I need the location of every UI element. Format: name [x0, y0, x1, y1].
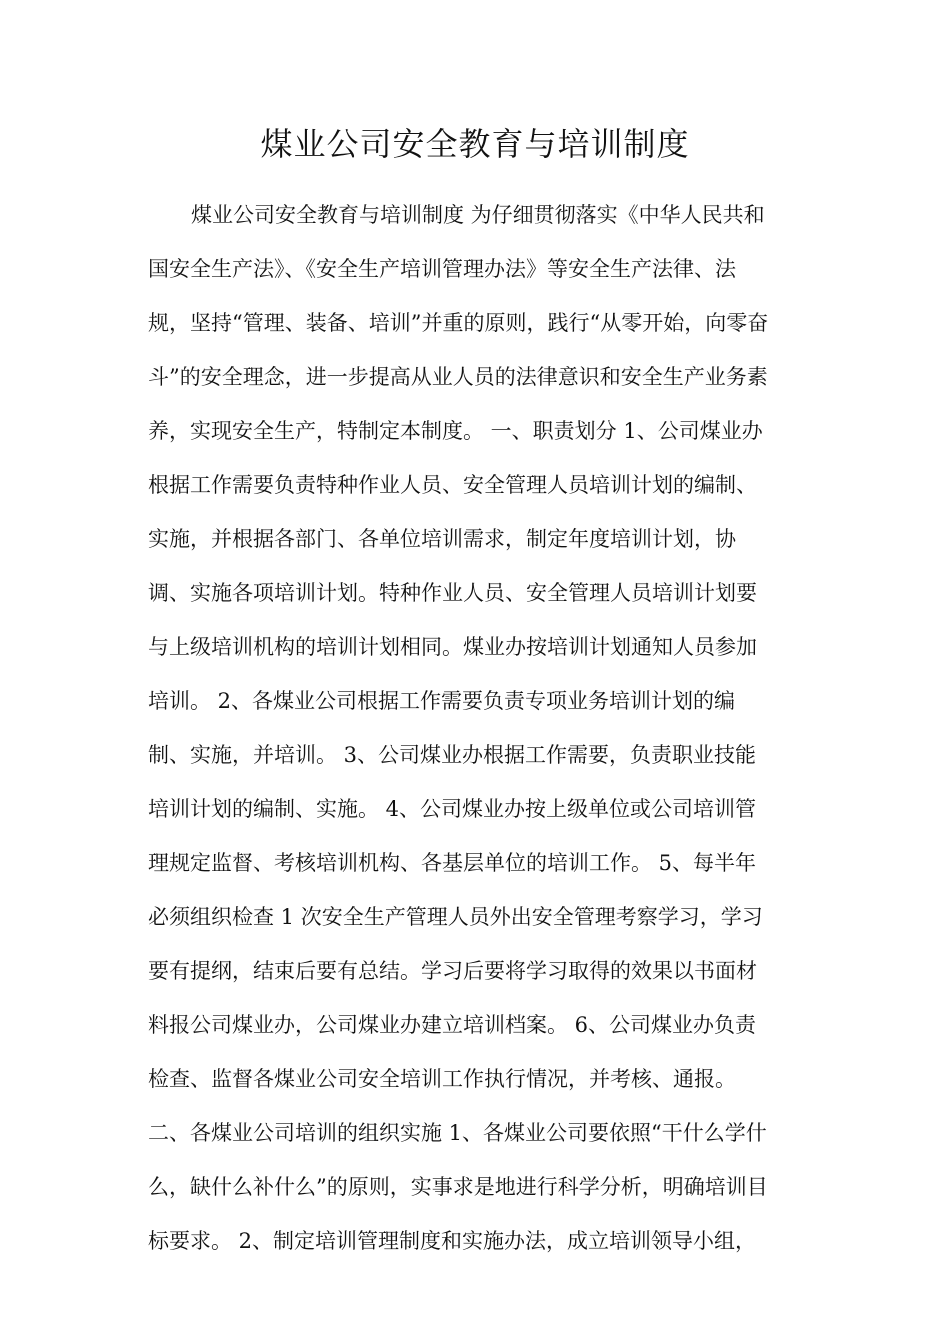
body-line: 二、各煤业公司培训的组织实施 1、各煤业公司要依照“干什么学什	[148, 1121, 767, 1145]
body-line: 规，坚持“管理、装备、培训”并重的原则，践行“从零开始，向零奋	[148, 311, 769, 335]
body-line: 斗”的安全理念，进一步提高从业人员的法律意识和安全生产业务素	[148, 365, 768, 389]
body-line: 培训。 2、各煤业公司根据工作需要负责专项业务培训计划的编	[148, 689, 736, 713]
body-line: 检查、监督各煤业公司安全培训工作执行情况，并考核、通报。	[148, 1067, 736, 1091]
document-body	[148, 195, 828, 1275]
body-line: 根据工作需要负责特种作业人员、安全管理人员培训计划的编制、	[148, 473, 757, 497]
body-line: 实施，并根据各部门、各单位培训需求，制定年度培训计划，协	[148, 527, 736, 551]
body-line: 么，缺什么补什么”的原则，实事求是地进行科学分析，明确培训目	[148, 1175, 768, 1199]
body-line: 养，实现安全生产，特制定本制度。 一、职责划分 1、公司煤业办	[148, 419, 763, 443]
body-line: 国安全生产法》、《安全生产培训管理办法》等安全生产法律、法	[148, 257, 736, 281]
body-line: 与上级培训机构的培训计划相同。煤业办按培训计划通知人员参加	[148, 635, 757, 659]
body-line: 必须组织检查 1 次安全生产管理人员外出安全管理考察学习，学习	[148, 905, 763, 929]
body-line: 理规定监督、考核培训机构、各基层单位的培训工作。 5、每半年	[148, 851, 757, 875]
body-line: 煤业公司安全教育与培训制度 为仔细贯彻落实《中华人民共和	[191, 203, 765, 227]
body-line: 培训计划的编制、实施。 4、公司煤业办按上级单位或公司培训管	[148, 797, 757, 821]
body-line: 调、实施各项培训计划。特种作业人员、安全管理人员培训计划要	[148, 581, 757, 605]
body-line: 标要求。 2、制定培训管理制度和实施办法，成立培训领导小组，	[148, 1229, 757, 1253]
body-line: 要有提纲，结束后要有总结。学习后要将学习取得的效果以书面材	[148, 959, 757, 983]
document-title: 煤业公司安全教育与培训制度	[260, 125, 690, 163]
body-line: 料报公司煤业办，公司煤业办建立培训档案。 6、公司煤业办负责	[148, 1013, 757, 1037]
body-line: 制、实施，并培训。 3、公司煤业办根据工作需要，负责职业技能	[148, 743, 757, 767]
